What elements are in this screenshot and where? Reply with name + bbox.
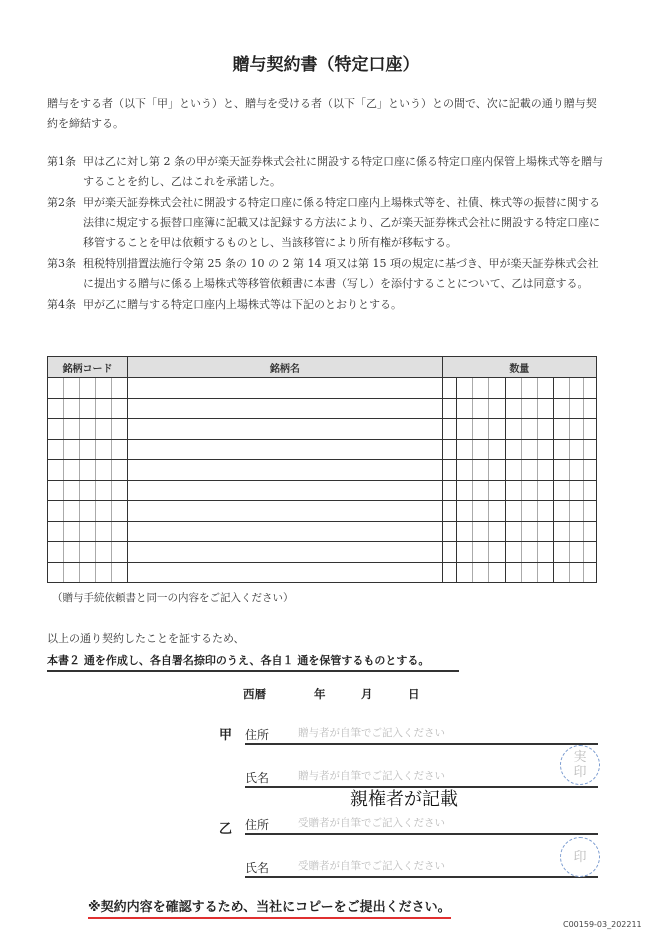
copy-notice: ※契約内容を確認するため、当社にコピーをご提出ください。 bbox=[88, 896, 451, 919]
quantity-digit-cell[interactable] bbox=[583, 480, 596, 501]
code-digit-cell[interactable] bbox=[64, 460, 80, 481]
quantity-digit-cell[interactable] bbox=[442, 398, 456, 419]
code-digit-cell[interactable] bbox=[96, 562, 112, 583]
quantity-digit-cell[interactable] bbox=[537, 521, 553, 542]
code-digit-cell[interactable] bbox=[64, 378, 80, 399]
code-digit-cell[interactable] bbox=[48, 398, 64, 419]
table-row bbox=[48, 378, 597, 399]
quantity-digit-cell[interactable] bbox=[442, 460, 456, 481]
quantity-digit-cell[interactable] bbox=[456, 562, 472, 583]
stock-name-cell[interactable] bbox=[128, 521, 443, 542]
quantity-digit-cell[interactable] bbox=[442, 480, 456, 501]
stock-name-cell[interactable] bbox=[128, 480, 443, 501]
code-digit-cell[interactable] bbox=[48, 378, 64, 399]
keep-text: 本書２ 通を作成し、各自署名捺印のうえ、各自１ 通を保管するものとする。 bbox=[47, 652, 459, 672]
quantity-digit-cell[interactable] bbox=[488, 480, 505, 501]
quantity-digit-cell[interactable] bbox=[553, 501, 569, 522]
quantity-digit-cell[interactable] bbox=[537, 542, 553, 563]
article-3 bbox=[47, 254, 607, 294]
quantity-digit-cell[interactable] bbox=[537, 480, 553, 501]
code-digit-cell[interactable] bbox=[64, 480, 80, 501]
code-digit-cell[interactable] bbox=[112, 521, 128, 542]
quantity-digit-cell[interactable] bbox=[472, 501, 488, 522]
quantity-digit-cell[interactable] bbox=[456, 501, 472, 522]
code-digit-cell[interactable] bbox=[96, 460, 112, 481]
quantity-digit-cell[interactable] bbox=[569, 398, 583, 419]
quantity-digit-cell[interactable] bbox=[553, 398, 569, 419]
quantity-digit-cell[interactable] bbox=[442, 542, 456, 563]
quantity-digit-cell[interactable] bbox=[537, 378, 553, 399]
header-quantity: 数量 bbox=[442, 357, 596, 378]
quantity-digit-cell[interactable] bbox=[537, 501, 553, 522]
name-placeholder: 受贈者が自筆でご記入ください bbox=[298, 860, 445, 872]
name-label: 氏名 bbox=[245, 861, 270, 875]
code-digit-cell[interactable] bbox=[80, 480, 96, 501]
article-number: 第1条 bbox=[47, 155, 76, 168]
quantity-digit-cell[interactable] bbox=[553, 439, 569, 460]
code-digit-cell[interactable] bbox=[112, 542, 128, 563]
quantity-digit-cell[interactable] bbox=[505, 439, 521, 460]
guardian-overlay-note: 親権者が記載 bbox=[350, 789, 458, 810]
code-digit-cell[interactable] bbox=[64, 398, 80, 419]
quantity-digit-cell[interactable] bbox=[583, 562, 596, 583]
registered-seal-icon bbox=[560, 745, 600, 785]
code-digit-cell[interactable] bbox=[112, 439, 128, 460]
quantity-digit-cell[interactable] bbox=[553, 378, 569, 399]
code-digit-cell[interactable] bbox=[96, 501, 112, 522]
stock-name-cell[interactable] bbox=[128, 439, 443, 460]
quantity-digit-cell[interactable] bbox=[488, 501, 505, 522]
seal-icon bbox=[560, 837, 600, 877]
code-digit-cell[interactable] bbox=[112, 419, 128, 440]
quantity-digit-cell[interactable] bbox=[442, 439, 456, 460]
code-digit-cell[interactable] bbox=[64, 439, 80, 460]
code-digit-cell[interactable] bbox=[80, 460, 96, 481]
quantity-digit-cell[interactable] bbox=[583, 398, 596, 419]
article-text: 租税特別措置法施行令第 25 条の 10 の 2 第 14 項又は第 15 項の規定に基づき、甲が楽天証券株式会社に提出する贈与に係る上場株式等移管依頼書に本書（写し）を添付することについて、乙は同意する。 bbox=[83, 257, 599, 290]
code-digit-cell[interactable] bbox=[80, 419, 96, 440]
quantity-digit-cell[interactable] bbox=[472, 480, 488, 501]
code-digit-cell[interactable] bbox=[48, 542, 64, 563]
quantity-digit-cell[interactable] bbox=[488, 439, 505, 460]
article-1 bbox=[47, 152, 607, 192]
quantity-digit-cell[interactable] bbox=[583, 542, 596, 563]
receiver-label: 乙 bbox=[219, 822, 233, 837]
giver-label: 甲 bbox=[219, 728, 233, 743]
code-digit-cell[interactable] bbox=[112, 480, 128, 501]
quantity-digit-cell[interactable] bbox=[442, 419, 456, 440]
date-month: 月 bbox=[361, 687, 373, 701]
quantity-digit-cell[interactable] bbox=[505, 521, 521, 542]
quantity-digit-cell[interactable] bbox=[521, 419, 537, 440]
table-row bbox=[48, 460, 597, 481]
quantity-digit-cell[interactable] bbox=[537, 460, 553, 481]
quantity-digit-cell[interactable] bbox=[472, 562, 488, 583]
seal-text-top: 実 bbox=[573, 750, 587, 765]
seal-text-bottom: 印 bbox=[573, 765, 587, 780]
code-digit-cell[interactable] bbox=[80, 398, 96, 419]
quantity-digit-cell[interactable] bbox=[488, 542, 505, 563]
giver-address-field[interactable] bbox=[245, 723, 598, 745]
quantity-digit-cell[interactable] bbox=[505, 542, 521, 563]
quantity-digit-cell[interactable] bbox=[569, 480, 583, 501]
code-digit-cell[interactable] bbox=[96, 480, 112, 501]
quantity-digit-cell[interactable] bbox=[442, 562, 456, 583]
article-number: 第2条 bbox=[47, 196, 76, 209]
quantity-digit-cell[interactable] bbox=[569, 562, 583, 583]
code-digit-cell[interactable] bbox=[112, 460, 128, 481]
stock-table bbox=[47, 356, 597, 583]
quantity-digit-cell[interactable] bbox=[456, 419, 472, 440]
table-row bbox=[48, 521, 597, 542]
header-name: 銘柄名 bbox=[128, 357, 443, 378]
quantity-digit-cell[interactable] bbox=[505, 460, 521, 481]
stock-name-cell[interactable] bbox=[128, 419, 443, 440]
quantity-digit-cell[interactable] bbox=[488, 378, 505, 399]
quantity-digit-cell[interactable] bbox=[569, 542, 583, 563]
table-row bbox=[48, 419, 597, 440]
table-row bbox=[48, 501, 597, 522]
table-row bbox=[48, 542, 597, 563]
code-digit-cell[interactable] bbox=[48, 501, 64, 522]
quantity-digit-cell[interactable] bbox=[505, 398, 521, 419]
code-digit-cell[interactable] bbox=[48, 480, 64, 501]
date-era: 西暦 bbox=[243, 687, 266, 701]
quantity-digit-cell[interactable] bbox=[553, 562, 569, 583]
code-digit-cell[interactable] bbox=[48, 419, 64, 440]
name-label: 氏名 bbox=[245, 771, 270, 785]
quantity-digit-cell[interactable] bbox=[488, 562, 505, 583]
quantity-digit-cell[interactable] bbox=[521, 480, 537, 501]
quantity-digit-cell[interactable] bbox=[583, 419, 596, 440]
quantity-digit-cell[interactable] bbox=[456, 460, 472, 481]
code-digit-cell[interactable] bbox=[112, 501, 128, 522]
quantity-digit-cell[interactable] bbox=[521, 378, 537, 399]
document-title: 贈与契約書（特定口座） bbox=[232, 55, 420, 75]
code-digit-cell[interactable] bbox=[64, 419, 80, 440]
quantity-digit-cell[interactable] bbox=[537, 398, 553, 419]
quantity-digit-cell[interactable] bbox=[553, 521, 569, 542]
quantity-digit-cell[interactable] bbox=[442, 378, 456, 399]
quantity-digit-cell[interactable] bbox=[472, 398, 488, 419]
quantity-digit-cell[interactable] bbox=[583, 378, 596, 399]
quantity-digit-cell[interactable] bbox=[583, 439, 596, 460]
code-digit-cell[interactable] bbox=[48, 562, 64, 583]
address-label: 住所 bbox=[245, 728, 270, 742]
code-digit-cell[interactable] bbox=[96, 542, 112, 563]
header-code: 銘柄コード bbox=[48, 357, 128, 378]
quantity-digit-cell[interactable] bbox=[583, 521, 596, 542]
quantity-digit-cell[interactable] bbox=[442, 501, 456, 522]
quantity-digit-cell[interactable] bbox=[569, 501, 583, 522]
quantity-digit-cell[interactable] bbox=[456, 542, 472, 563]
quantity-digit-cell[interactable] bbox=[521, 439, 537, 460]
name-placeholder: 贈与者が自筆でご記入ください bbox=[298, 770, 445, 782]
article-2 bbox=[47, 193, 607, 253]
code-digit-cell[interactable] bbox=[80, 501, 96, 522]
quantity-digit-cell[interactable] bbox=[553, 460, 569, 481]
table-row bbox=[48, 562, 597, 583]
seal-text: 印 bbox=[573, 849, 587, 865]
table-row bbox=[48, 398, 597, 419]
code-digit-cell[interactable] bbox=[112, 378, 128, 399]
article-number: 第4条 bbox=[47, 298, 76, 311]
code-digit-cell[interactable] bbox=[80, 439, 96, 460]
code-digit-cell[interactable] bbox=[112, 562, 128, 583]
form-code: C00159-03_202211 bbox=[563, 920, 642, 929]
address-placeholder: 贈与者が自筆でご記入ください bbox=[298, 727, 445, 739]
quantity-digit-cell[interactable] bbox=[456, 378, 472, 399]
quantity-digit-cell[interactable] bbox=[553, 542, 569, 563]
table-row bbox=[48, 439, 597, 460]
quantity-digit-cell[interactable] bbox=[569, 460, 583, 481]
quantity-digit-cell[interactable] bbox=[521, 398, 537, 419]
stock-name-cell[interactable] bbox=[128, 398, 443, 419]
quantity-digit-cell[interactable] bbox=[553, 419, 569, 440]
table-header-row bbox=[48, 357, 597, 378]
quantity-digit-cell[interactable] bbox=[521, 460, 537, 481]
quantity-digit-cell[interactable] bbox=[569, 419, 583, 440]
code-digit-cell[interactable] bbox=[48, 521, 64, 542]
quantity-digit-cell[interactable] bbox=[569, 439, 583, 460]
date-year: 年 bbox=[314, 687, 326, 701]
quantity-digit-cell[interactable] bbox=[553, 480, 569, 501]
code-digit-cell[interactable] bbox=[64, 562, 80, 583]
article-text: 甲が楽天証券株式会社に開設する特定口座に係る特定口座内上場株式等を、社債、株式等の振替に関する法律に規定する振替口座簿に記載又は記録する方法により、乙が楽天証券株式会社に開設する特定口座に移管することを甲は依頼するものとし、当該移管により所有権が移転する。 bbox=[83, 196, 600, 249]
code-digit-cell[interactable] bbox=[80, 542, 96, 563]
receiver-address-field[interactable] bbox=[245, 813, 598, 835]
quantity-digit-cell[interactable] bbox=[442, 521, 456, 542]
quantity-digit-cell[interactable] bbox=[472, 460, 488, 481]
quantity-digit-cell[interactable] bbox=[537, 562, 553, 583]
quantity-digit-cell[interactable] bbox=[472, 521, 488, 542]
code-digit-cell[interactable] bbox=[96, 439, 112, 460]
code-digit-cell[interactable] bbox=[48, 439, 64, 460]
quantity-digit-cell[interactable] bbox=[521, 521, 537, 542]
code-digit-cell[interactable] bbox=[112, 398, 128, 419]
article-number: 第3条 bbox=[47, 257, 76, 270]
quantity-digit-cell[interactable] bbox=[537, 419, 553, 440]
quantity-digit-cell[interactable] bbox=[488, 398, 505, 419]
quantity-digit-cell[interactable] bbox=[569, 378, 583, 399]
article-text: 甲は乙に対し第 2 条の甲が楽天証券株式会社に開設する特定口座に係る特定口座内保管上場株式等を贈与することを約し、乙はこれを承諾した。 bbox=[83, 155, 603, 188]
quantity-digit-cell[interactable] bbox=[537, 439, 553, 460]
date-day: 日 bbox=[408, 687, 420, 701]
quantity-digit-cell[interactable] bbox=[488, 419, 505, 440]
giver-name-field[interactable] bbox=[245, 766, 598, 788]
quantity-digit-cell[interactable] bbox=[505, 501, 521, 522]
stock-name-cell[interactable] bbox=[128, 378, 443, 399]
stock-name-cell[interactable] bbox=[128, 542, 443, 563]
quantity-digit-cell[interactable] bbox=[456, 439, 472, 460]
quantity-digit-cell[interactable] bbox=[583, 460, 596, 481]
address-placeholder: 受贈者が自筆でご記入ください bbox=[298, 817, 445, 829]
table-note: （贈与手続依頼書と同一の内容をご記入ください） bbox=[52, 592, 294, 604]
code-digit-cell[interactable] bbox=[96, 419, 112, 440]
quantity-digit-cell[interactable] bbox=[472, 419, 488, 440]
quantity-digit-cell[interactable] bbox=[505, 480, 521, 501]
code-digit-cell[interactable] bbox=[64, 521, 80, 542]
code-digit-cell[interactable] bbox=[96, 378, 112, 399]
quantity-digit-cell[interactable] bbox=[456, 521, 472, 542]
certify-text: 以上の通り契約したことを証するため、 bbox=[47, 632, 245, 645]
code-digit-cell[interactable] bbox=[96, 521, 112, 542]
code-digit-cell[interactable] bbox=[64, 542, 80, 563]
table-row bbox=[48, 480, 597, 501]
quantity-digit-cell[interactable] bbox=[505, 562, 521, 583]
intro-paragraph: 贈与をする者（以下「甲」という）と、贈与を受ける者（以下「乙」という）との間で、次に記載の通り贈与契約を締結する。 bbox=[47, 97, 597, 130]
quantity-digit-cell[interactable] bbox=[472, 378, 488, 399]
stock-name-cell[interactable] bbox=[128, 562, 443, 583]
quantity-digit-cell[interactable] bbox=[456, 480, 472, 501]
stock-name-cell[interactable] bbox=[128, 460, 443, 481]
receiver-name-field[interactable] bbox=[245, 856, 598, 878]
quantity-digit-cell[interactable] bbox=[521, 542, 537, 563]
article-4 bbox=[47, 295, 607, 315]
contract-text bbox=[47, 94, 607, 316]
quantity-digit-cell[interactable] bbox=[456, 398, 472, 419]
address-label: 住所 bbox=[245, 818, 270, 832]
code-digit-cell[interactable] bbox=[48, 460, 64, 481]
quantity-digit-cell[interactable] bbox=[505, 378, 521, 399]
quantity-digit-cell[interactable] bbox=[488, 521, 505, 542]
quantity-digit-cell[interactable] bbox=[569, 521, 583, 542]
code-digit-cell[interactable] bbox=[80, 378, 96, 399]
quantity-digit-cell[interactable] bbox=[505, 419, 521, 440]
quantity-digit-cell[interactable] bbox=[521, 562, 537, 583]
code-digit-cell[interactable] bbox=[96, 398, 112, 419]
quantity-digit-cell[interactable] bbox=[472, 542, 488, 563]
quantity-digit-cell[interactable] bbox=[488, 460, 505, 481]
code-digit-cell[interactable] bbox=[80, 521, 96, 542]
article-text: 甲が乙に贈与する特定口座内上場株式等は下記のとおりとする。 bbox=[83, 298, 402, 311]
quantity-digit-cell[interactable] bbox=[521, 501, 537, 522]
quantity-digit-cell[interactable] bbox=[583, 501, 596, 522]
quantity-digit-cell[interactable] bbox=[472, 439, 488, 460]
stock-name-cell[interactable] bbox=[128, 501, 443, 522]
code-digit-cell[interactable] bbox=[64, 501, 80, 522]
code-digit-cell[interactable] bbox=[80, 562, 96, 583]
